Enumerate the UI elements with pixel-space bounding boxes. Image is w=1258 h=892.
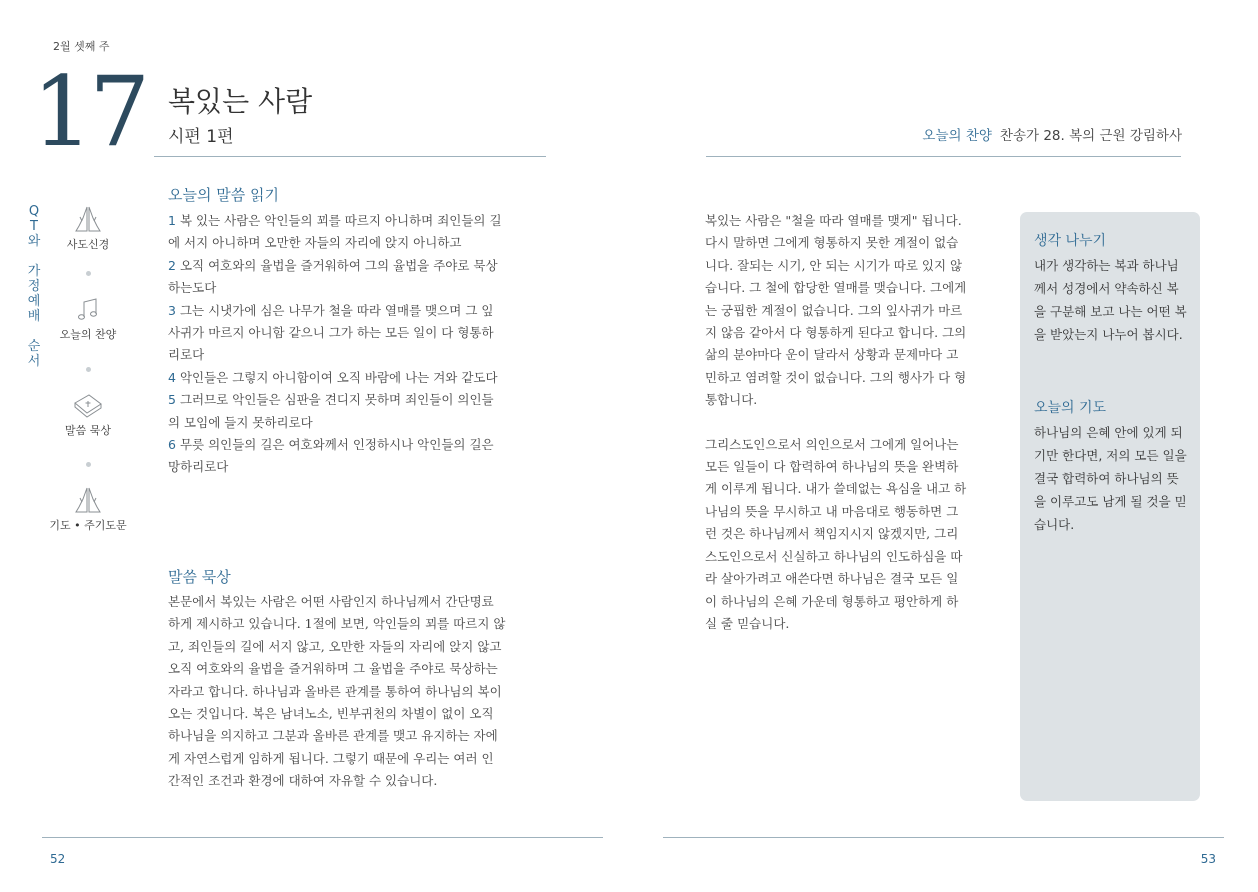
reading-heading: 오늘의 말씀 읽기 [168,186,279,204]
prayer-heading: 오늘의 기도 [1034,400,1107,416]
verse-number: 4 [168,369,176,385]
sidebar-item-prayer[interactable] [49,485,127,533]
verse-number: 5 [168,392,176,408]
praying-hands-icon [72,204,104,234]
verse: 1 복 있는 사람은 악인들의 꾀를 따르지 아니하며 죄인들의 길 에 서지 아니하며 오만한 자들의 자리에 앉지 아니하고 [168,213,502,251]
sidebar-item-meditation[interactable] [64,390,112,438]
verse-number: 2 [168,257,176,273]
day-number: 17 [32,56,147,168]
footer-divider-right [663,837,1224,838]
sidebar-item-label: 사도신경 [66,238,110,251]
hymn-label: 오늘의 찬양 [922,128,992,144]
page-number-right: 53 [1200,852,1216,866]
share-heading: 생각 나누기 [1034,233,1107,249]
sidebar-item-label: 오늘의 찬양 [59,328,117,341]
hymn-divider [706,156,1181,157]
sidebar-item-hymn[interactable] [59,296,117,342]
footer-divider-left [42,837,603,838]
todays-hymn [922,124,1182,144]
bible-icon [71,390,105,420]
sidebar-item-creed[interactable] [64,204,112,252]
music-note-icon [72,296,104,324]
prayer-text: 하나님의 은혜 안에 있게 되 기만 한다면, 저의 모든 일을 결국 합력하여 하나님의 뜻 을 이루고도 남게 될 것을 믿 습니다. [1034,425,1187,532]
page-title: 복있는 사람 [168,85,313,118]
praying-hands-icon [72,485,104,515]
share-text: 내가 생각하는 복과 하나님 께서 성경에서 약속하신 복 을 구분해 보고 나는 어떤 복 을 받았는지 나누어 봅시다. [1034,258,1187,342]
title-divider [154,156,546,157]
separator-dot [86,271,91,276]
separator-dot [86,367,91,372]
verse-number: 1 [168,213,176,228]
commentary-paragraph: 복있는 사람은 "철을 따라 열매를 맺게" 됩니다. 다시 말하면 그에게 형통하지 못한 계절이 없습 니다. 잘되는 시기, 안 되는 시기가 따로 있지 않 습니다. 그 철에 합당한 열매를 맺습니다. 그에게 는 궁핍한 계절이 없습니다. 그의 잎사귀가 마르 지 않음 같아서 다 형통하게 된다고 합니다. 그의 삶의 분야마다 운이 달라서 상황과 문제마다 고 민하고 염려할 것이 없습니다. 그의 행사가 다 형 통합니다. [705,213,967,408]
commentary-paragraph: 그리스도인으로서 의인으로서 그에게 일어나는 모든 일들이 다 합력하여 하나님의 뜻을 완벽하 게 이루게 됩니다. 내가 쓸데없는 욕심을 내고 하 나님의 뜻을 무시하고 내 마음대로 행동하면 그 런 것은 하나님께서 책임지시지 않겠지만, 그리 스도인으로서 신실하고 하나님의 인도하심을 따 라 살아가려고 애쓴다면 하나님은 결국 모든 일 이 하나님의 은혜 가운데 형통하고 평안하게 하 실 줄 믿습니다. [705,436,967,631]
hymn-title: 찬송가 28. 복의 근원 강림하사 [999,128,1182,144]
verse-number: 3 [168,302,176,318]
discussion-panel [1020,212,1200,801]
qt-order-vertical-label: Q T 와 가 정 예 배 순 서 [27,204,41,369]
verse: 4 악인들은 그렇지 아니함이여 오직 바람에 나는 겨와 같도다 [168,369,498,385]
meditation-text: 본문에서 복있는 사람은 어떤 사람인지 하나님께서 간단명료 하게 제시하고 있습니다. 1절에 보면, 악인들의 꾀를 따르지 않 고, 죄인들의 길에 서지 않고, 오만한 자들의 자리에 앉지 않고 오직 여호와의 율법을 즐거워하며 그 율법을 주야로 묵상하는 자라고 합니다. 하나님과 올바른 관계를 통하여 하나님의 복이 오는 것입니다. 복은 남녀노소, 빈부귀천의 차별이 없이 오직 하나님을 의지하고 그분과 올바른 관계를 맺고 유지하는 자에 게 자연스럽게 임하게 됩니다. 그렇기 때문에 우리는 여러 인 간적인 조건과 환경에 대하여 자유할 수 있습니다. [168,594,506,789]
scripture-reference: 시편 1편 [168,127,234,147]
reading-passage [168,210,553,479]
verse-number: 6 [168,437,176,453]
page-number-left: 52 [50,852,66,866]
meditation-heading: 말씀 묵상 [168,568,231,586]
sidebar-item-label: 말씀 묵상 [64,424,111,437]
verse: 5 그러므로 악인들은 심판을 견디지 못하며 죄인들이 의인들 의 모임에 들지 못하리로다 [168,392,494,430]
separator-dot [86,462,91,467]
sidebar-item-label: 기도 • 주기도문 [49,519,127,532]
verse: 2 오직 여호와의 율법을 즐거워하여 그의 율법을 주야로 묵상 하는도다 [168,257,498,296]
commentary-text [705,210,1005,635]
verse: 3 그는 시냇가에 심은 나무가 철을 따라 열매를 맺으며 그 잎 사귀가 마르지 아니함 같으니 그가 하는 모든 일이 다 형통하 리로다 [168,302,494,363]
verse: 6 무릇 의인들의 길은 여호와께서 인정하시나 악인들의 길은 망하리로다 [168,437,494,475]
week-label: 2월 셋째 주 [53,40,110,53]
